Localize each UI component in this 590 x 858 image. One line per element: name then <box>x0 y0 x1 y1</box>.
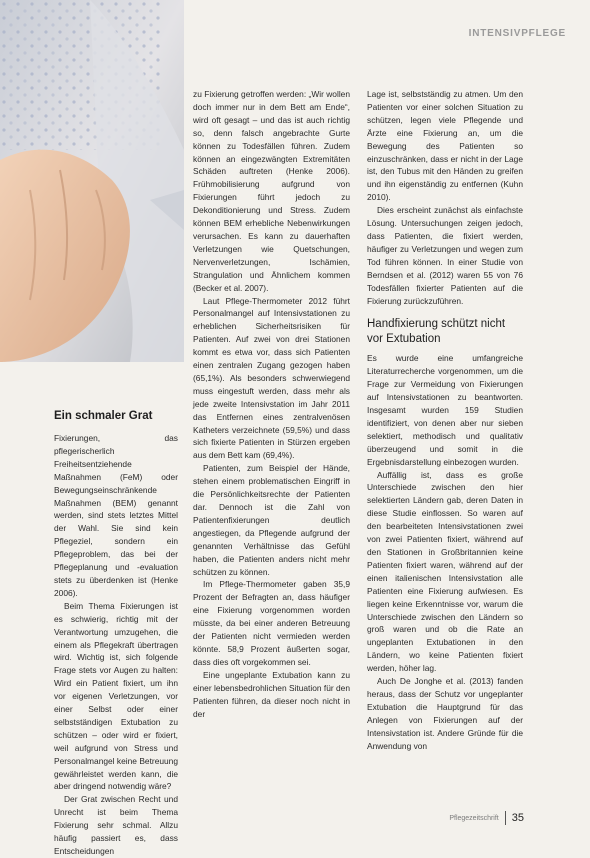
section-heading: Ein schmaler Grat <box>54 410 153 422</box>
paragraph: Lage ist, selbstständig zu atmen. Um den Patienten vor einer solchen Situation zu schützen, legen viele Pflegende und Ärzte eine Fixierung an, um die Bewegung des Patienten so einzuschränken, dass er nicht in der Lage ist, den Tubus mit den Händen zu greifen und ihn eigenständig zu entfernen (Kuhn 2010). <box>367 89 523 203</box>
paragraph: Beim Thema Fixierungen ist es schwierig, richtig mit der Verantwortung umzugehen, die einem als Pflegekraft übertragen wird. Wichtig ist, sich folgende Frage stets vor Augen zu halten: Wird ein Patient fixiert, um ihn vor eigenen Verletzungen, vor einer Selbst oder einer selbstständigen Extubation zu schützen – oder wird er fixiert, weil aufgrund von Stress und Personalmangel keine Betreuung gewährleistet werden kann, die aber dringend notwendig wäre? <box>54 600 178 792</box>
text-column-1 <box>54 432 178 858</box>
paragraph: Fixierungen, das pflegerischerlich Freiheitsentziehende Maßnahmen (FeM) oder Bewegungseinschränkende Maßnahmen (BEM) genannt werden, sind stets letztes Mittel der Wahl. Sie sind kein Pflegeziel, sondern ein Pflegeproblem, das bei der Pflegeplanung und -evaluation stets zu überdenken ist (Henke 2006). <box>54 433 178 598</box>
subheading: Handfixierung schützt nicht vor Extubation <box>367 318 506 345</box>
paragraph: zu Fixierung getroffen werden: „Wir wollen doch immer nur in dem Bett am Ende“, wird oft gesagt – und das ist auch richtig so, denn falsch angebrachte Gurte können zu Todesfällen führen. Zudem können an eingezwängten Extremitäten Schäden auftreten (Henke 2006). Frühmobilisierung aufgrund von Fixierungen führt jedoch zu Dekonditionierung und Stress. Zudem können BEM erhebliche Nebenwirkungen verursachen. Es kann zu dauerhaften Verletzungen wie Quetschungen, Nervenverletzungen, Ischämien, Strangulation und Ähnlichem kommen (Becker et al. 2007). <box>193 89 350 293</box>
paragraph: Dies erscheint zunächst als einfachste Lösung. Untersuchungen zeigen jedoch, dass Patienten, die fixiert werden, häufiger zu Verletzungen und wegen zum Tod führen können. In einer Studie von Berndsen et al. (2012) waren 55 von 76 Todesfällen fixierter Patienten auf die Fixierung zurückzuführen. <box>367 205 523 306</box>
page-number: 35 <box>511 812 524 824</box>
text-column-3 <box>367 88 523 753</box>
journal-name: Pflegezeitschrift <box>449 814 499 822</box>
paragraph: Eine ungeplante Extubation kann zu einer lebensbedrohlichen Situation für den Patienten führen, da dieser noch nicht in der <box>193 669 350 719</box>
hand-on-bed-photo <box>0 0 184 362</box>
text-column-2 <box>193 88 350 720</box>
paragraph: Der Grat zwischen Recht und Unrecht ist beim Thema Fixierung sehr schmal. Allzu häufig passiert es, dass Entscheidungen <box>54 794 178 856</box>
paragraph: Laut Pflege-Thermometer 2012 führt Personalmangel auf Intensivstationen zu erheblichen Sicherheitsrisiken für Patienten. Auf zwei von drei Stationen kommt es etwa vor, dass sich Patienten einen zentralen Zugang gezogen haben (65,1%). Als besonders schwerwiegend muss eingestuft werden, dass mehr als jede zweite Intensivstation im Jahr 2011 das Entfernen eines zentralvenösen Katheters verzeichnete (59,5%) und dass sich fixierte Patienten in Stürzen ergeben aus dem Bett kam (69,4%). <box>193 295 350 461</box>
paragraph: Im Pflege-Thermometer gaben 35,9 Prozent der Befragten an, dass häufiger eine Fixierung vorgenommen worden müsste, da bei einer anderen Betreuung der Patienten nicht vermieden werden könnte. 58,9 Prozent äußerten sogar, dass dies oft vorgekommen sei. <box>193 579 350 667</box>
footer-divider <box>505 811 506 825</box>
section-label: INTENSIVPFLEGE <box>468 28 566 39</box>
paragraph: Auffällig ist, dass es große Unterschiede zwischen den hier selektierten Ländern gab, deren Daten in diese Studie einflossen. So waren auf den bearbeiteten Intensivstationen zwei von zwei Patienten fixiert, während auf den Stationen in Großbritannien keine Patienten fixiert waren, während auf der einen italienischen Intensivstation alle Patienten eine Fixierung aufwiesen. Es liegen keine Erkenntnisse vor, warum die Unterschiede zwischen den Ländern so groß waren und ob die Rate an ungeplanten Extubationen in den Ländern, wo keine Patienten fixiert werden, höher lag. <box>367 469 523 674</box>
paragraph: Patienten, zum Beispiel der Hände, stehen einem problematischen Eingriff in die Persönlichkeitsrechte der Patienten dar. Dennoch ist die Zahl von Patientenfixierungen deutlich angestiegen, da Pflegende aufgrund der genannten Verhältnisse das Gefühl haben, die Patienten anders nicht mehr schützen zu können. <box>193 463 350 577</box>
page-footer <box>449 811 524 825</box>
paragraph: Es wurde eine umfangreiche Literaturrecherche vorgenommen, um die Frage zur Vermeidung von Fixierungen auf Intensivstationen zu beantworten. Insgesamt wurden 159 Studien identifiziert, von denen aber nur sieben selektiert, methodisch und qualitativ überzeugend und somit in die Ergebnisdarstellung einbezogen wurden. <box>367 353 523 467</box>
paragraph: Auch De Jonghe et al. (2013) fanden heraus, dass der Schutz vor ungeplanter Extubation die Hauptgrund für das Anlegen von Fixierungen auf der Intensivstation ist. Andere Gründe für die Anwendung von <box>367 676 523 751</box>
